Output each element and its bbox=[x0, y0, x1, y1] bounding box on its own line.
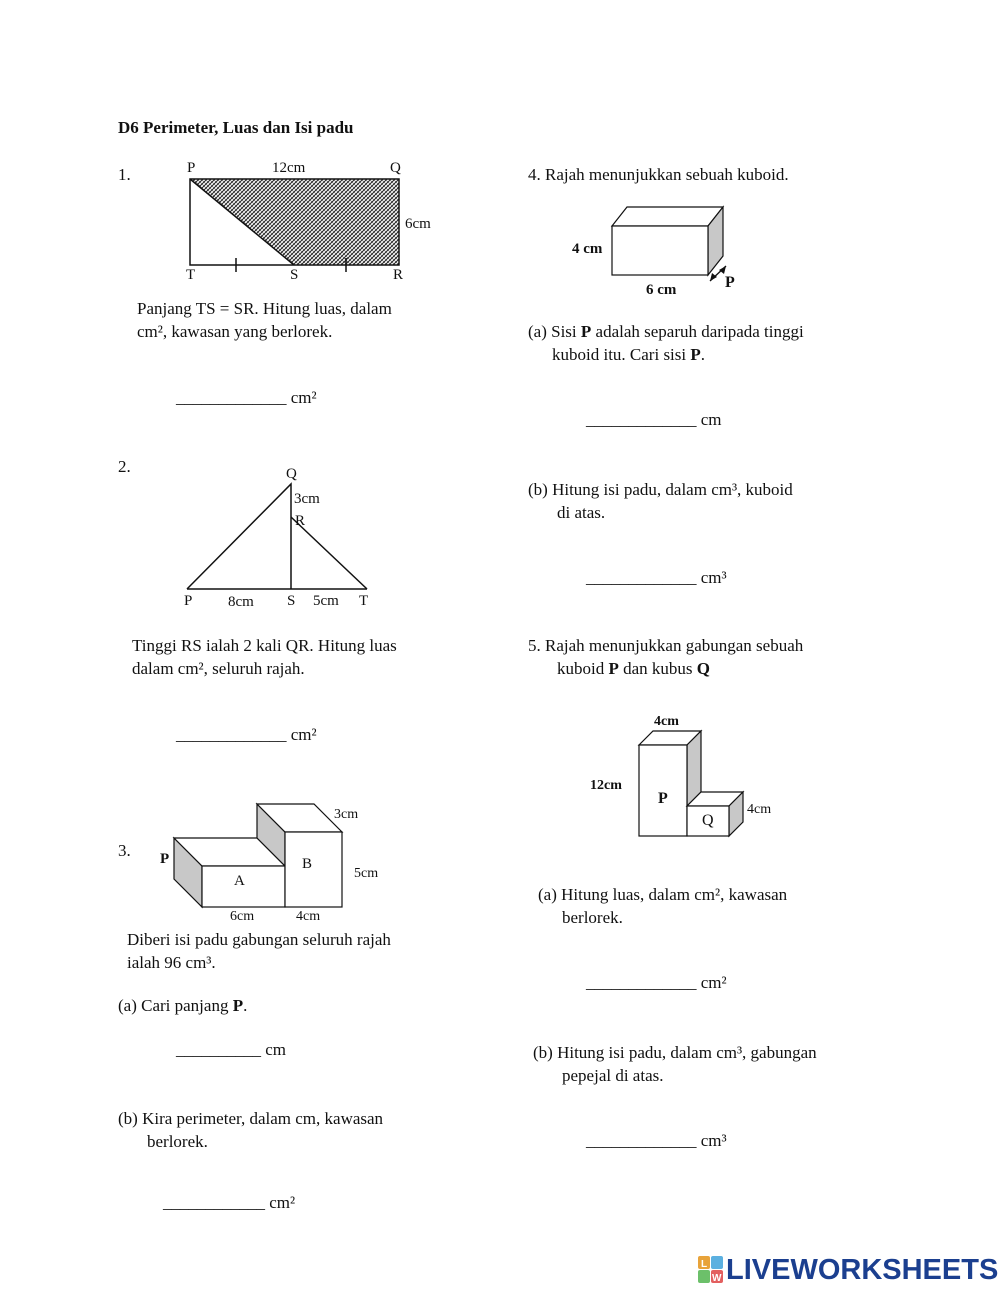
q1-shaded-region bbox=[190, 179, 399, 265]
q2-label-qr: 3cm bbox=[294, 491, 320, 507]
q5-text-line1: 5. Rajah menunjukkan gabungan sebuah bbox=[528, 636, 804, 655]
q5-label-cube: 4cm bbox=[747, 802, 772, 817]
q3-text-line2: ialah 96 cm³. bbox=[127, 953, 216, 972]
q3-label-b: B bbox=[302, 856, 313, 872]
q5-figure bbox=[580, 705, 800, 845]
q4-arrow-head-2 bbox=[719, 266, 726, 274]
q3-label-a-len: 6cm bbox=[230, 909, 255, 924]
q3-label-p: P bbox=[160, 851, 170, 867]
q1-label-s: S bbox=[290, 267, 299, 283]
q1-label-p: P bbox=[187, 160, 196, 176]
q2-label-t: T bbox=[359, 593, 369, 609]
q3b-answer-field[interactable]: ____________ cm² bbox=[163, 1193, 296, 1212]
q4-arrow-head-1 bbox=[710, 273, 717, 281]
q3-label-height: 5cm bbox=[354, 866, 379, 881]
q3b-question-line2: berlorek. bbox=[147, 1132, 208, 1151]
q1-label-q: Q bbox=[390, 160, 401, 176]
q5b-question-line2: pepejal di atas. bbox=[562, 1066, 664, 1085]
q2-triangle-left bbox=[187, 484, 291, 589]
q2-label-r: R bbox=[295, 513, 306, 529]
liveworksheets-logo bbox=[698, 1252, 998, 1288]
q4-face-top bbox=[612, 207, 723, 226]
q4-text: 4. Rajah menunjukkan sebuah kuboid. bbox=[528, 165, 789, 184]
q1-label-side: 6cm bbox=[405, 216, 431, 232]
q2-label-ps: 8cm bbox=[228, 594, 254, 610]
q4-label-p: P bbox=[725, 274, 735, 291]
q4b-question-line1: (b) Hitung isi padu, dalam cm³, kuboid bbox=[528, 480, 793, 499]
q3b-question-line1: (b) Kira perimeter, dalam cm, kawasan bbox=[118, 1109, 384, 1128]
q5-label-top: 4cm bbox=[654, 714, 679, 729]
q2-figure bbox=[170, 460, 390, 615]
q4a-question-line2: kuboid itu. Cari sisi P. bbox=[552, 345, 706, 364]
q5-text-line2: kuboid P dan kubus Q bbox=[557, 659, 711, 678]
q5-label-height: 12cm bbox=[590, 778, 622, 793]
q4-label-length: 6 cm bbox=[646, 282, 677, 298]
q2-text-line2: dalam cm², seluruh rajah. bbox=[132, 659, 305, 678]
q3-label-a: A bbox=[234, 873, 245, 889]
q1-label-r: R bbox=[393, 267, 404, 283]
q5a-question-line2: berlorek. bbox=[562, 908, 623, 927]
q4-label-height: 4 cm bbox=[572, 241, 603, 257]
q1-figure bbox=[170, 152, 450, 287]
q2-answer-field[interactable]: _____________ cm² bbox=[176, 725, 317, 744]
q3-text-line1: Diberi isi padu gabungan seluruh rajah bbox=[127, 930, 391, 949]
q3-label-depth: 3cm bbox=[334, 807, 359, 822]
q1-label-t: T bbox=[186, 267, 196, 283]
q4-face-front bbox=[612, 226, 708, 275]
q2-label-st: 5cm bbox=[313, 593, 339, 609]
q3a-answer-field[interactable]: __________ cm bbox=[176, 1040, 287, 1059]
q2-label-q: Q bbox=[286, 466, 297, 482]
q3-label-b-len: 4cm bbox=[296, 909, 321, 924]
q4b-answer-field[interactable]: _____________ cm³ bbox=[586, 568, 727, 587]
q3-face-b-front bbox=[285, 832, 342, 907]
q5b-question-line1: (b) Hitung isi padu, dalam cm³, gabungan bbox=[533, 1043, 817, 1062]
q2-number: 2. bbox=[118, 457, 131, 476]
q5-label-p: P bbox=[658, 790, 668, 807]
q1-text-line1: Panjang TS = SR. Hitung luas, dalam bbox=[137, 299, 392, 318]
q5b-answer-field[interactable]: _____________ cm³ bbox=[586, 1131, 727, 1150]
q1-label-top: 12cm bbox=[272, 160, 306, 176]
q4a-answer-field[interactable]: _____________ cm bbox=[586, 410, 722, 429]
liveworksheets-logo-icon bbox=[698, 1256, 724, 1284]
q4-figure bbox=[560, 195, 760, 305]
q2-label-s: S bbox=[287, 593, 296, 609]
q4a-question-line1: (a) Sisi P adalah separuh daripada tinggi bbox=[528, 322, 804, 341]
svg-text:L: L bbox=[701, 1259, 708, 1270]
q1-answer-field[interactable]: _____________ cm² bbox=[176, 388, 317, 407]
q5a-answer-field[interactable]: _____________ cm² bbox=[586, 973, 727, 992]
q5-label-q: Q bbox=[702, 812, 714, 829]
q1-number: 1. bbox=[118, 165, 131, 184]
q2-label-p: P bbox=[184, 593, 193, 609]
q3-figure bbox=[150, 795, 400, 930]
q4b-question-line2: di atas. bbox=[557, 503, 606, 522]
page-title: D6 Perimeter, Luas dan Isi padu bbox=[118, 118, 354, 137]
q5a-question-line1: (a) Hitung luas, dalam cm², kawasan bbox=[538, 885, 788, 904]
liveworksheets-brand: LIVEWORKSHEETS bbox=[726, 1253, 999, 1286]
q2-text-line1: Tinggi RS ialah 2 kali QR. Hitung luas bbox=[132, 636, 397, 655]
svg-text:W: W bbox=[712, 1273, 722, 1284]
q3-number: 3. bbox=[118, 841, 131, 860]
q1-text-line2: cm², kawasan yang berlorek. bbox=[137, 322, 333, 341]
q3a-question: (a) Cari panjang P. bbox=[118, 996, 248, 1015]
